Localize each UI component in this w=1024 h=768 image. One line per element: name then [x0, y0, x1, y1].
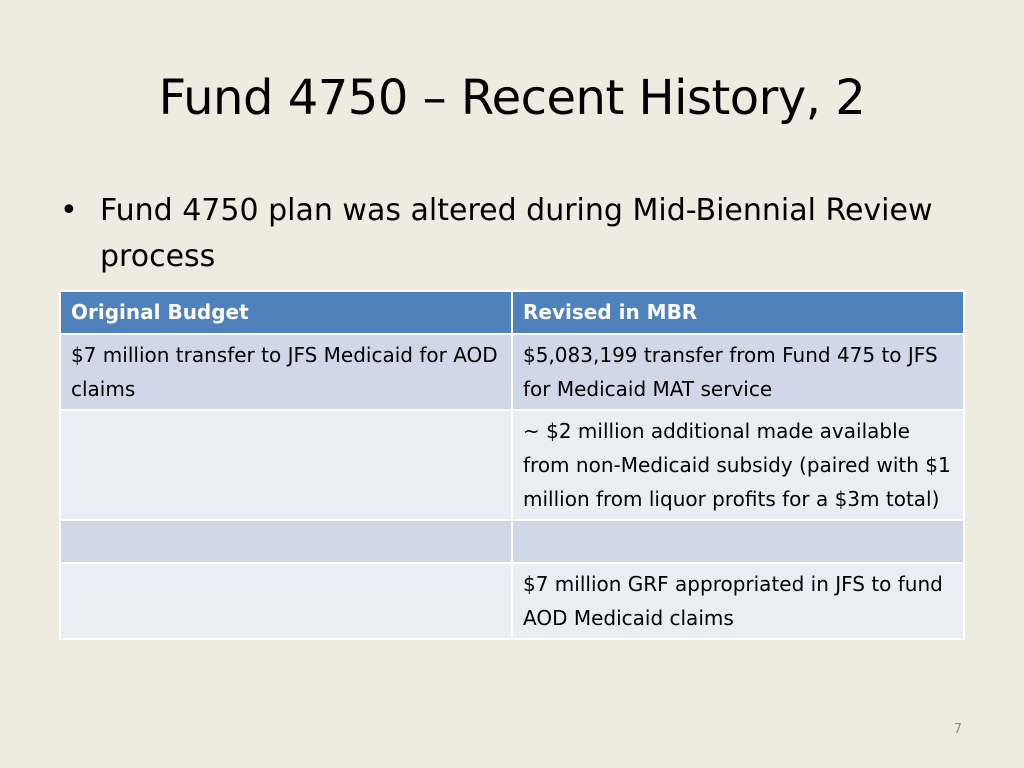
table-cell-revised: ~ $2 million additional made available from non-Medicaid subsidy (paired with $1 million from liquor profits for a $3m total) — [512, 410, 964, 520]
bullet-text: Fund 4750 plan was altered during Mid-Biennial Review process — [100, 193, 933, 274]
slide-title: Fund 4750 – Recent History, 2 — [158, 70, 866, 126]
header-revised-in-mbr: Revised in MBR — [512, 291, 964, 334]
slide-number: 7 — [953, 722, 962, 737]
bullet-point-icon: • — [60, 193, 78, 228]
budget-comparison-table — [59, 290, 965, 640]
table-cell-revised: $5,083,199 transfer from Fund 475 to JFS for Medicaid MAT service — [512, 334, 964, 410]
table-cell-revised — [512, 520, 964, 563]
table-cell-original — [60, 410, 512, 520]
header-original-budget: Original Budget — [60, 291, 512, 334]
table-cell-original — [60, 520, 512, 563]
table-row — [60, 334, 964, 410]
table-cell-revised: $7 million GRF appropriated in JFS to fund AOD Medicaid claims — [512, 563, 964, 639]
table-row — [60, 520, 964, 563]
table-row — [60, 563, 964, 639]
table-header-row — [60, 291, 964, 334]
table-row — [60, 410, 964, 520]
bullet-list — [60, 188, 940, 280]
table-cell-original: $7 million transfer to JFS Medicaid for AOD claims — [60, 334, 512, 410]
table-cell-original — [60, 563, 512, 639]
bullet-item — [60, 188, 940, 280]
